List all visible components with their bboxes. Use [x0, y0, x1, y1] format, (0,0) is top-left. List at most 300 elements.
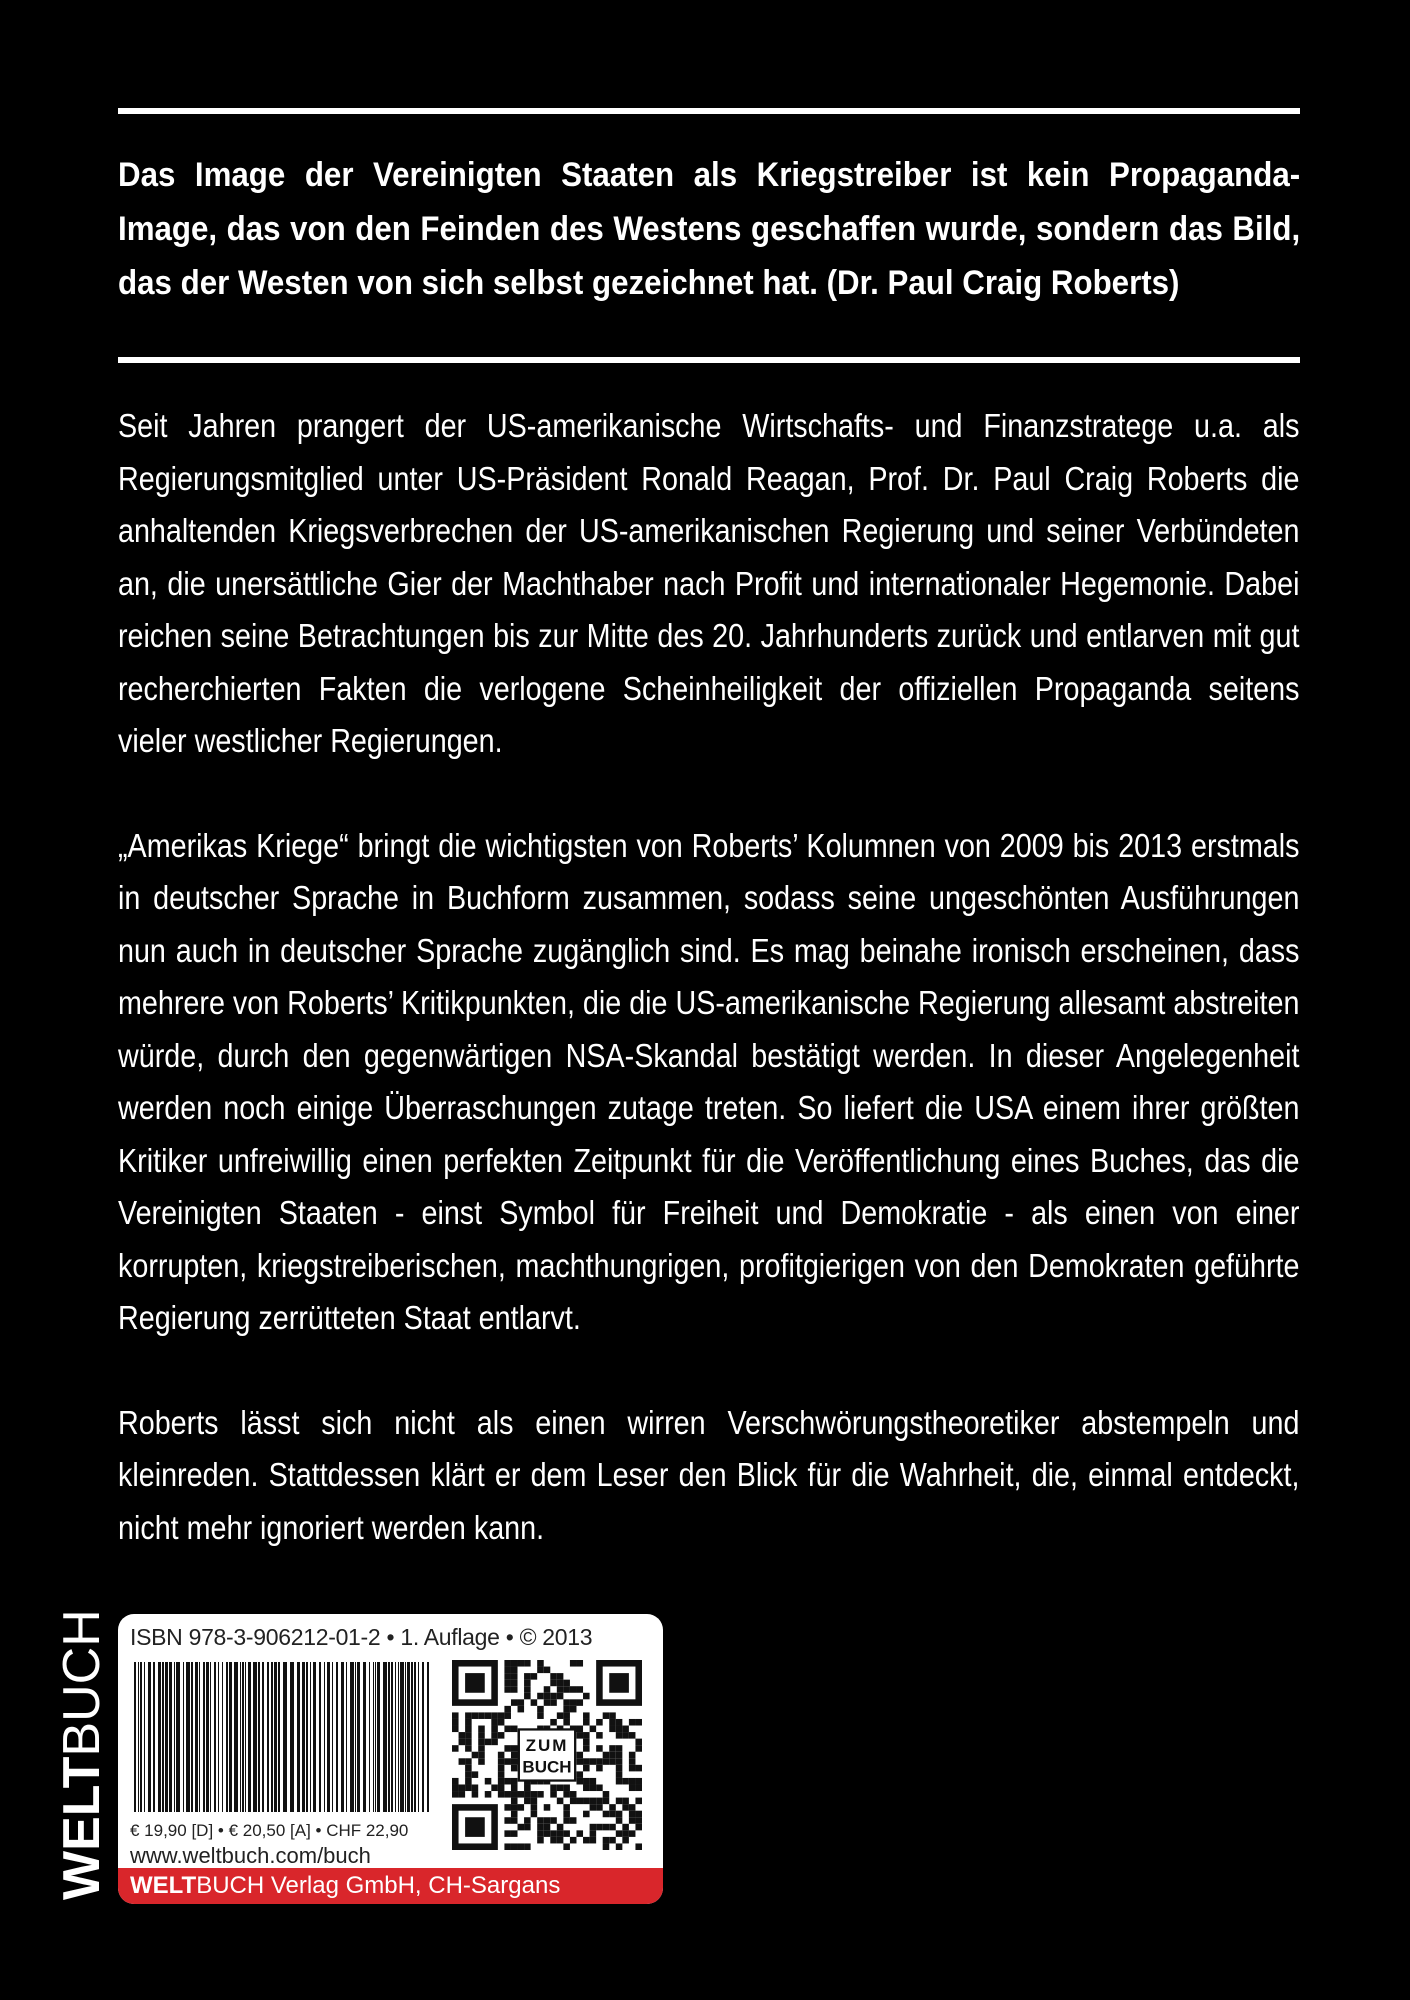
- barcode-bar: [336, 1662, 338, 1812]
- qr-module: [576, 1686, 583, 1693]
- barcode-bar: [195, 1662, 198, 1812]
- barcode-bar: [271, 1662, 273, 1812]
- qr-module: [635, 1739, 642, 1746]
- qr-module: [570, 1837, 577, 1844]
- qr-module: [465, 1712, 472, 1719]
- qr-module: [576, 1830, 583, 1837]
- barcode-bar: [350, 1662, 354, 1812]
- qr-module: [472, 1771, 479, 1778]
- qr-module: [550, 1673, 557, 1680]
- qr-module: [629, 1732, 636, 1739]
- qr-module: [472, 1712, 479, 1719]
- qr-module: [603, 1712, 610, 1719]
- qr-module: [524, 1693, 531, 1700]
- qr-module: [590, 1837, 597, 1844]
- qr-module: [616, 1726, 623, 1733]
- qr-module: [635, 1817, 642, 1824]
- spine-logo: [53, 1609, 111, 1900]
- qr-module: [570, 1798, 577, 1805]
- qr-module: [563, 1680, 570, 1687]
- barcode-bar: [332, 1662, 333, 1812]
- qr-module: [511, 1784, 518, 1791]
- barcode-bar: [229, 1662, 232, 1812]
- qr-module: [504, 1830, 511, 1837]
- qr-module: [491, 1784, 498, 1791]
- qr-module: [518, 1824, 525, 1831]
- pull-quote: [118, 148, 1300, 310]
- qr-module: [504, 1667, 511, 1674]
- qr-module: [609, 1758, 616, 1765]
- barcode-bar: [274, 1662, 277, 1812]
- qr-module: [563, 1784, 570, 1791]
- qr-module: [563, 1686, 570, 1693]
- qr-module: [550, 1719, 557, 1726]
- qr-module: [478, 1726, 485, 1733]
- qr-module: [616, 1745, 623, 1752]
- qr-module: [452, 1745, 459, 1752]
- qr-module: [583, 1732, 590, 1739]
- barcode-bar: [363, 1662, 366, 1812]
- qr-module: [537, 1791, 544, 1798]
- qr-module: [609, 1811, 616, 1818]
- qr-module: [609, 1712, 616, 1719]
- qr-module: [452, 1784, 459, 1791]
- qr-module: [576, 1778, 583, 1785]
- qr-module: [583, 1712, 590, 1719]
- qr-module: [616, 1732, 623, 1739]
- qr-module: [616, 1817, 623, 1824]
- barcode-bar: [248, 1662, 251, 1812]
- qr-module: [498, 1778, 505, 1785]
- qr-module: [459, 1732, 466, 1739]
- qr-module: [629, 1778, 636, 1785]
- qr-module: [590, 1784, 597, 1791]
- qr-module: [524, 1673, 531, 1680]
- qr-module: [616, 1758, 623, 1765]
- barcode-bar: [253, 1662, 257, 1812]
- qr-module: [452, 1791, 459, 1798]
- qr-module: [629, 1811, 636, 1818]
- qr-module: [576, 1798, 583, 1805]
- qr-module: [504, 1758, 511, 1765]
- qr-module: [590, 1778, 597, 1785]
- qr-module: [544, 1699, 551, 1706]
- qr-module: [504, 1680, 511, 1687]
- qr-module: [596, 1798, 603, 1805]
- qr-module: [504, 1817, 511, 1824]
- qr-module: [537, 1817, 544, 1824]
- qr-module: [550, 1817, 557, 1824]
- qr-module: [550, 1830, 557, 1837]
- barcode-bar: [283, 1662, 287, 1812]
- qr-module: [622, 1824, 629, 1831]
- qr-module: [544, 1693, 551, 1700]
- qr-module: [550, 1693, 557, 1700]
- qr-module: [459, 1758, 466, 1765]
- qr-module: [531, 1811, 538, 1818]
- barcode-bar: [290, 1662, 294, 1812]
- qr-module: [563, 1804, 570, 1811]
- barcode-bar: [427, 1662, 429, 1812]
- qr-module: [557, 1673, 564, 1680]
- qr-module: [544, 1667, 551, 1674]
- qr-module: [511, 1804, 518, 1811]
- qr-module: [498, 1771, 505, 1778]
- barcode-bar: [245, 1662, 246, 1812]
- qr-module: [590, 1804, 597, 1811]
- qr-module: [537, 1712, 544, 1719]
- qr-module: [622, 1830, 629, 1837]
- qr-module: [498, 1719, 505, 1726]
- qr-module: [524, 1798, 531, 1805]
- qr-module: [465, 1719, 472, 1726]
- barcode-bar: [375, 1662, 376, 1812]
- qr-module: [524, 1843, 531, 1850]
- qr-module: [563, 1811, 570, 1818]
- barcode-bar: [258, 1662, 260, 1812]
- qr-module: [635, 1843, 642, 1850]
- qr-module: [504, 1726, 511, 1733]
- qr-module: [511, 1758, 518, 1765]
- barcode-bar: [398, 1662, 399, 1812]
- qr-module: [465, 1771, 472, 1778]
- qr-module: [465, 1726, 472, 1733]
- qr-module: [596, 1719, 603, 1726]
- blurb-body: [118, 400, 1300, 1606]
- qr-module: [537, 1837, 544, 1844]
- qr-module: [616, 1719, 623, 1726]
- barcode-bar: [203, 1662, 205, 1812]
- qr-module: [629, 1817, 636, 1824]
- isbn-label: [118, 1614, 663, 1904]
- barcode-bar: [411, 1662, 413, 1812]
- qr-module: [524, 1824, 531, 1831]
- qr-module: [537, 1693, 544, 1700]
- qr-module: [557, 1798, 564, 1805]
- qr-module: [557, 1680, 564, 1687]
- qr-module: [603, 1824, 610, 1831]
- qr-module: [609, 1673, 629, 1693]
- qr-module: [616, 1752, 623, 1759]
- barcode-bar: [148, 1662, 151, 1812]
- qr-module: [511, 1752, 518, 1759]
- qr-module: [478, 1752, 485, 1759]
- qr-module: [544, 1804, 551, 1811]
- qr-module: [537, 1824, 544, 1831]
- qr-module: [531, 1673, 538, 1680]
- qr-module: [498, 1784, 505, 1791]
- qr-module: [563, 1712, 570, 1719]
- publisher-name-bold: WELT: [130, 1872, 197, 1899]
- qr-module: [629, 1752, 636, 1759]
- qr-module: [524, 1686, 531, 1693]
- isbn-line: ISBN 978-3-906212-01-2 • 1. Auflage • © 2013: [130, 1624, 593, 1650]
- qr-module: [491, 1726, 498, 1733]
- barcode-bar: [174, 1662, 175, 1812]
- qr-module: [504, 1686, 511, 1693]
- qr-module: [498, 1752, 505, 1759]
- qr-module: [465, 1758, 472, 1765]
- qr-module: [570, 1817, 577, 1824]
- barcode-bar: [400, 1662, 404, 1812]
- qr-module: [576, 1752, 583, 1759]
- qr-module: [609, 1726, 616, 1733]
- qr-module: [583, 1778, 590, 1785]
- barcode-bar: [267, 1662, 269, 1812]
- barcode-bar: [140, 1662, 142, 1812]
- qr-module: [563, 1791, 570, 1798]
- qr-module: [609, 1804, 616, 1811]
- qr-module: [629, 1784, 636, 1791]
- qr-module: [583, 1811, 590, 1818]
- barcode-graphic: [132, 1662, 432, 1812]
- qr-module: [518, 1804, 525, 1811]
- qr-module: [616, 1765, 623, 1772]
- qr-module: [616, 1771, 623, 1778]
- qr-module: [596, 1824, 603, 1831]
- qr-module: [557, 1837, 564, 1844]
- qr-module: [465, 1817, 485, 1837]
- barcode-bar: [310, 1662, 311, 1812]
- qr-module: [596, 1745, 603, 1752]
- qr-module: [478, 1712, 485, 1719]
- website-url: www.weltbuch.com/buch: [130, 1843, 371, 1868]
- qr-module: [550, 1680, 557, 1687]
- qr-module: [635, 1824, 642, 1831]
- qr-module: [583, 1765, 590, 1772]
- barcode-bar: [369, 1662, 370, 1812]
- qr-module: [531, 1699, 538, 1706]
- qr-module: [563, 1706, 570, 1713]
- qr-module: [537, 1660, 544, 1667]
- barcode-bar: [327, 1662, 330, 1812]
- qr-module: [544, 1824, 551, 1831]
- barcode-bar: [391, 1662, 393, 1812]
- barcode-bar: [377, 1662, 380, 1812]
- publisher-bar: [118, 1868, 663, 1904]
- qr-module: [504, 1660, 511, 1667]
- qr-module: [635, 1811, 642, 1818]
- qr-module: [563, 1817, 570, 1824]
- qr-module: [472, 1752, 479, 1759]
- qr-module: [511, 1811, 518, 1818]
- qr-module: [544, 1817, 551, 1824]
- qr-module: [583, 1693, 590, 1700]
- qr-module: [544, 1830, 551, 1837]
- qr-module: [465, 1784, 472, 1791]
- qr-module: [596, 1732, 603, 1739]
- qr-module: [550, 1699, 557, 1706]
- qr-module: [511, 1765, 518, 1772]
- blurb-paragraph-1: Seit Jahren prangert der US-amerikanische Wirtschafts- und Finanzstratege u.a. als Regierungsmitglied unter US-Präsident Ronald Reagan, Prof. Dr. Paul Craig Roberts die anhaltenden Kriegsverbrechen der US-amerikanischen Regierung und seiner Verbündeten an, die unersättliche Gier der Machthaber nach Profit und internationaler Hegemonie. Dabei reichen seine Betrachtungen bis zur Mitte des 20. Jahrhunderts zurück und entlarven mit gut recherchierten Fakten die verlogene Scheinheiligkeit der offiziellen Propaganda seitens vieler westlicher Regierungen.: [118, 407, 1300, 759]
- qr-module: [465, 1778, 472, 1785]
- qr-module: [635, 1784, 642, 1791]
- qr-module: [511, 1817, 518, 1824]
- qr-module: [511, 1680, 518, 1687]
- barcode-bar: [346, 1662, 347, 1812]
- barcode-bar: [199, 1662, 200, 1812]
- qr-module: [550, 1784, 557, 1791]
- qr-module: [518, 1791, 525, 1798]
- qr-module: [498, 1791, 505, 1798]
- qr-module: [498, 1758, 505, 1765]
- barcode-bar: [176, 1662, 180, 1812]
- qr-module: [635, 1798, 642, 1805]
- qr-module: [531, 1791, 538, 1798]
- blurb-paragraph-3: Roberts lässt sich nicht als einen wirren Verschwörungstheoretiker abstempeln und kleinreden. Stattdessen klärt er dem Leser den Blick für die Wahrheit, die, einmal entdeckt, nicht mehr ignoriert werden kann.: [118, 1403, 1300, 1546]
- price-line: € 19,90 [D] • € 20,50 [A] • CHF 22,90: [130, 1821, 409, 1840]
- barcode-bar: [313, 1662, 316, 1812]
- qr-module: [478, 1739, 485, 1746]
- barcode-bar: [297, 1662, 300, 1812]
- qr-module: [596, 1804, 603, 1811]
- barcode-bar: [165, 1662, 168, 1812]
- blurb-paragraph-2: „Amerikas Kriege“ bringt die wichtigsten von Roberts’ Kolumnen von 2009 bis 2013 erstmals in deutscher Sprache in Buchform zusammen, sodass seine ungeschönten Ausführungen nun auch in deutscher Sprache zugänglich sind. Es mag beinahe ironisch erscheinen, dass mehrere von Roberts’ Kritikpunkten, die die US-amerikanische Regierung allesamt abstreiten würde, durch den gegenwärtigen NSA-Skandal bestätigt werden. In dieser Angelegenheit werden noch einige Überraschungen zutage treten. So liefert die USA einem ihrer größten Kritiker unfreiwillig einen perfekten Zeitpunkt für die Veröffentlichung eines Buches, das die Vereinigten Staaten - einst Symbol für Freiheit und Demokratie - als einen von einer korrupten, kriegstreiberischen, machthungrigen, profitgierigen von den Demokraten geführte Regierung zerrütteten Staat entlarvt.: [118, 826, 1300, 1336]
- qr-module: [609, 1745, 616, 1752]
- qr-module: [609, 1837, 616, 1844]
- barcode-bar: [341, 1662, 344, 1812]
- qr-module: [616, 1811, 623, 1818]
- qr-module: [603, 1798, 610, 1805]
- barcode-bar: [226, 1662, 228, 1812]
- qr-module: [504, 1791, 511, 1798]
- qr-module: [537, 1830, 544, 1837]
- qr-module: [576, 1726, 583, 1733]
- bottom-divider: [118, 357, 1300, 363]
- barcode-bar: [324, 1662, 325, 1812]
- qr-module: [511, 1699, 518, 1706]
- qr-module: [511, 1673, 518, 1680]
- qr-module: [622, 1726, 629, 1733]
- top-divider: [118, 108, 1300, 114]
- qr-module: [472, 1791, 479, 1798]
- barcode-bar: [134, 1662, 136, 1812]
- qr-module: [518, 1706, 525, 1713]
- qr-module: [485, 1778, 492, 1785]
- qr-module: [524, 1660, 531, 1667]
- barcode-bar: [418, 1662, 419, 1812]
- barcode-bar: [169, 1662, 172, 1812]
- qr-module: [616, 1843, 623, 1850]
- qr-module: [603, 1837, 610, 1844]
- qr-module: [498, 1712, 505, 1719]
- qr-module: [511, 1798, 518, 1805]
- qr-module: [491, 1719, 498, 1726]
- qr-module: [504, 1673, 511, 1680]
- qr-module: [590, 1726, 597, 1733]
- spine-logo-bold: WELT: [53, 1756, 111, 1900]
- qr-module: [511, 1667, 518, 1674]
- qr-module: [629, 1830, 636, 1837]
- qr-module: [603, 1758, 610, 1765]
- barcode-bar: [153, 1662, 155, 1812]
- qr-module: [518, 1660, 525, 1667]
- qr-module: [609, 1752, 616, 1759]
- qr-module: [622, 1798, 629, 1805]
- barcode-bar: [138, 1662, 139, 1812]
- barcode-bar: [388, 1662, 390, 1812]
- qr-module: [570, 1706, 577, 1713]
- qr-module: [563, 1830, 570, 1837]
- barcode-bar: [191, 1662, 193, 1812]
- barcode-bar: [302, 1662, 305, 1812]
- qr-module: [452, 1778, 459, 1785]
- barcode-bar: [414, 1662, 416, 1812]
- qr-module: [531, 1798, 538, 1805]
- qr-module: [537, 1667, 544, 1674]
- qr-caption-top: ZUM: [525, 1736, 569, 1756]
- qr-module: [544, 1686, 551, 1693]
- qr-module: [524, 1680, 531, 1687]
- barcode-bar: [186, 1662, 190, 1812]
- qr-module: [504, 1804, 511, 1811]
- qr-module: [583, 1739, 590, 1746]
- qr-module: [596, 1758, 603, 1765]
- qr-module: [622, 1837, 629, 1844]
- qr-module: [590, 1830, 597, 1837]
- qr-module: [485, 1712, 492, 1719]
- qr-module: [583, 1719, 590, 1726]
- qr-module: [518, 1843, 525, 1850]
- qr-module: [491, 1712, 498, 1719]
- qr-module: [485, 1739, 492, 1746]
- qr-module: [465, 1745, 472, 1752]
- barcode-bar: [206, 1662, 209, 1812]
- qr-module: [583, 1798, 590, 1805]
- qr-module: [596, 1784, 603, 1791]
- barcode-bar: [395, 1662, 396, 1812]
- qr-module: [570, 1686, 577, 1693]
- qr-module: [590, 1758, 597, 1765]
- qr-module: [576, 1758, 583, 1765]
- qr-module: [511, 1778, 518, 1785]
- qr-module: [465, 1732, 472, 1739]
- qr-module: [603, 1791, 610, 1798]
- pull-quote-text: Das Image der Vereinigten Staaten als Kriegstreiber ist kein Propaganda-Image, das von den Feinden des Westens geschaffen wurde, sondern das Bild, das der Westen von sich selbst gezeichnet hat. (Dr. Paul Craig Roberts): [118, 156, 1301, 302]
- qr-module: [550, 1837, 557, 1844]
- qr-module: [459, 1791, 466, 1798]
- barcode-bar: [319, 1662, 321, 1812]
- qr-module: [465, 1673, 485, 1693]
- qr-module: [459, 1739, 466, 1746]
- qr-module: [563, 1719, 570, 1726]
- barcode-bar: [162, 1662, 164, 1812]
- qr-module: [504, 1843, 511, 1850]
- qr-module: [524, 1791, 531, 1798]
- qr-module: [557, 1784, 564, 1791]
- qr-module: [583, 1745, 590, 1752]
- barcode-bar: [183, 1662, 184, 1812]
- qr-module: [478, 1732, 485, 1739]
- qr-module: [629, 1758, 636, 1765]
- qr-module: [511, 1830, 518, 1837]
- barcode-bar: [242, 1662, 244, 1812]
- qr-module: [504, 1706, 511, 1713]
- qr-module: [583, 1784, 590, 1791]
- qr-module: [452, 1719, 459, 1726]
- qr-module: [583, 1837, 590, 1844]
- qr-module: [557, 1712, 564, 1719]
- qr-module: [570, 1660, 577, 1667]
- qr-module: [603, 1843, 610, 1850]
- qr-module: [511, 1791, 518, 1798]
- qr-module: [576, 1771, 583, 1778]
- qr-module: [557, 1693, 564, 1700]
- barcode-bar: [240, 1662, 241, 1812]
- qr-module: [550, 1791, 557, 1798]
- qr-module: [616, 1830, 623, 1837]
- qr-module: [452, 1726, 459, 1733]
